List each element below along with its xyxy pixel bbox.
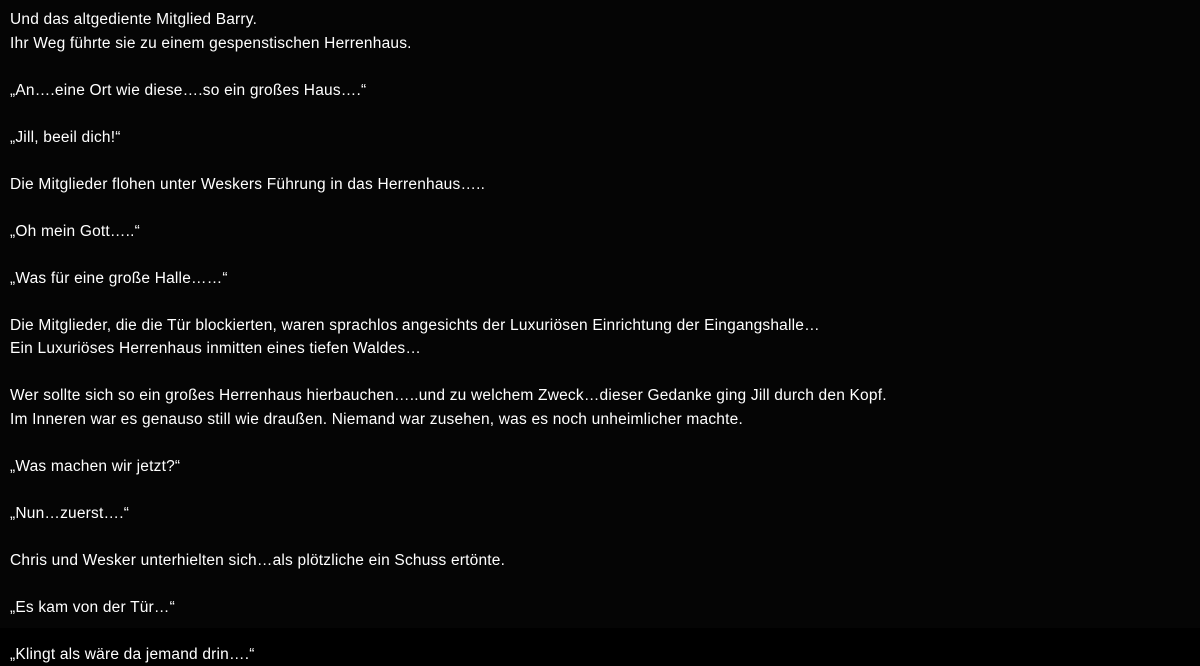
paragraph-spacer [10, 572, 1190, 596]
paragraph-spacer [10, 196, 1190, 220]
text-line: Die Mitglieder, die die Tür blockierten, waren sprachlos angesichts der Luxuriösen Einrichtung der Eingangshalle… [10, 314, 1190, 338]
story-text-body [10, 8, 1190, 666]
paragraph-spacer [10, 619, 1190, 643]
paragraph-spacer [10, 55, 1190, 79]
paragraph-spacer [10, 102, 1190, 126]
text-line: „Nun…zuerst….“ [10, 502, 1190, 526]
text-line: „Es kam von der Tür…“ [10, 596, 1190, 620]
paragraph-spacer [10, 478, 1190, 502]
text-line: „Jill, beeil dich!“ [10, 126, 1190, 150]
text-line: Ihr Weg führte sie zu einem gespenstischen Herrenhaus. [10, 32, 1190, 56]
paragraph-spacer [10, 243, 1190, 267]
paragraph-spacer [10, 525, 1190, 549]
text-line: Ein Luxuriöses Herrenhaus inmitten eines tiefen Waldes… [10, 337, 1190, 361]
text-line: „Was machen wir jetzt?“ [10, 455, 1190, 479]
text-line: „An….eine Ort wie diese….so ein großes Haus….“ [10, 79, 1190, 103]
paragraph-spacer [10, 149, 1190, 173]
paragraph-spacer [10, 290, 1190, 314]
text-line: „Oh mein Gott…..“ [10, 220, 1190, 244]
text-line: Chris und Wesker unterhielten sich…als plötzliche ein Schuss ertönte. [10, 549, 1190, 573]
paragraph-spacer [10, 431, 1190, 455]
text-line: Im Inneren war es genauso still wie draußen. Niemand war zusehen, was es noch unheimlicher machte. [10, 408, 1190, 432]
text-line: „Was für eine große Halle……“ [10, 267, 1190, 291]
text-line: Die Mitglieder flohen unter Weskers Führung in das Herrenhaus….. [10, 173, 1190, 197]
text-line: Wer sollte sich so ein großes Herrenhaus hierbauchen…..und zu welchem Zweck…dieser Gedanke ging Jill durch den Kopf. [10, 384, 1190, 408]
paragraph-spacer [10, 361, 1190, 385]
text-line: Und das altgediente Mitglied Barry. [10, 8, 1190, 32]
text-line: „Klingt als wäre da jemand drin….“ [10, 643, 1190, 666]
